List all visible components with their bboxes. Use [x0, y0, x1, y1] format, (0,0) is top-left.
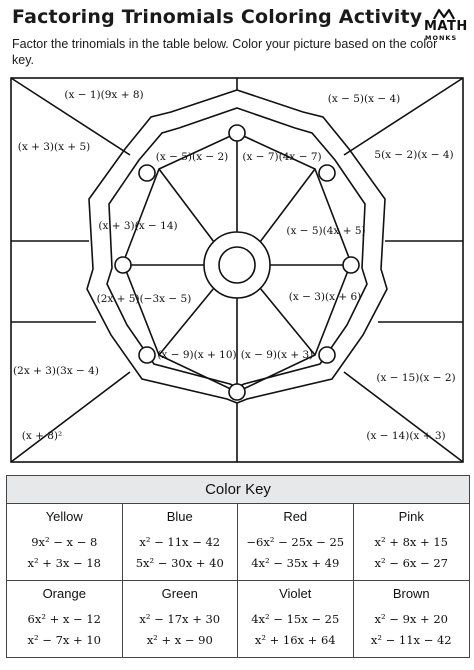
color-expression: x² − 11x − 42 — [139, 535, 221, 549]
region-label: (x − 7)(4x − 7) — [242, 151, 322, 163]
color-key-cell — [238, 581, 354, 658]
color-expression: 9x² − x − 8 — [31, 535, 98, 549]
region-label: 5(x − 2)(x − 4) — [374, 149, 454, 161]
color-key-cell — [7, 504, 123, 581]
color-key-cell — [238, 504, 354, 581]
page-title: Factoring Trinomials Coloring Activity — [12, 6, 423, 28]
color-name: Orange — [42, 585, 86, 601]
region-label: (x − 5)(x − 4) — [327, 93, 401, 105]
vertex-dot — [343, 257, 359, 273]
logo-text: MATH — [424, 19, 468, 34]
color-key-cell — [123, 581, 239, 658]
color-key-cell — [123, 504, 239, 581]
color-key-cell — [354, 581, 470, 658]
color-expression: 4x² − 35x + 49 — [251, 556, 340, 570]
vertex-dot — [229, 384, 245, 400]
vertex-dot — [319, 347, 335, 363]
region-label: (x − 9)(x + 10) — [157, 349, 237, 361]
color-expression: x² − 7x + 10 — [27, 632, 101, 647]
color-name: Yellow — [45, 509, 83, 524]
color-expression: x² − 11x − 42 — [370, 632, 452, 647]
region-label: (x − 9)(x + 3) — [240, 349, 314, 361]
region-label: (x − 1)(9x + 8) — [64, 89, 144, 101]
region-label: (x − 3)(x + 6) — [288, 291, 362, 303]
region-label: (2x + 5)(−3x − 5) — [96, 293, 192, 305]
color-key-cell — [354, 504, 470, 581]
color-expression: 4x² − 15x − 25 — [251, 611, 340, 626]
color-expression: x² + 8x + 15 — [374, 535, 448, 549]
color-expression: x² + 3x − 18 — [27, 556, 101, 570]
vertex-dot — [139, 165, 155, 181]
color-name: Violet — [279, 585, 312, 601]
color-expression: x² + x − 90 — [146, 632, 213, 647]
color-key-grid — [7, 504, 469, 657]
color-name: Red — [283, 509, 308, 524]
color-name: Green — [161, 585, 198, 601]
color-key-table — [6, 475, 470, 658]
region-label: (x − 5)(4x + 5) — [286, 225, 366, 237]
center-inner-circle — [219, 247, 255, 283]
color-name: Brown — [392, 585, 430, 601]
color-key-title: Color Key — [7, 476, 469, 504]
region-label: (x + 3)(x + 5) — [17, 141, 91, 153]
region-label: (2x + 3)(3x − 4) — [13, 365, 99, 377]
color-expression: x² + 16x + 64 — [254, 632, 336, 647]
region-label: (x − 15)(x − 2) — [376, 372, 456, 384]
vertex-dot — [139, 347, 155, 363]
region-label: (x − 5)(x − 2) — [155, 151, 229, 163]
diagonal-line — [344, 78, 463, 155]
logo-subtext: MONKS — [425, 34, 458, 42]
vertex-dot — [115, 257, 131, 273]
color-key-cell — [7, 581, 123, 658]
region-label: (x − 14)(x + 3) — [366, 430, 446, 442]
region-label: (x + 3)(x − 14) — [98, 220, 178, 232]
color-expression: 6x² + x − 12 — [27, 611, 101, 626]
diagonal-line — [344, 372, 463, 462]
color-name: Blue — [166, 509, 193, 524]
region-label: (x + 8)² — [21, 430, 63, 442]
color-expression: x² − 6x − 27 — [374, 556, 448, 570]
instructions: Factor the trinomials in the table below. Color your picture based on the color key. — [12, 37, 438, 67]
color-expression: x² − 17x + 30 — [139, 611, 221, 626]
vertex-dot — [229, 125, 245, 141]
color-expression: x² − 9x + 20 — [374, 611, 448, 626]
color-name: Pink — [398, 509, 424, 524]
color-expression: −6x² − 25x − 25 — [246, 535, 345, 549]
color-expression: 5x² − 30x + 40 — [135, 556, 224, 570]
vertex-dot — [319, 165, 335, 181]
diagonal-line — [11, 372, 130, 462]
